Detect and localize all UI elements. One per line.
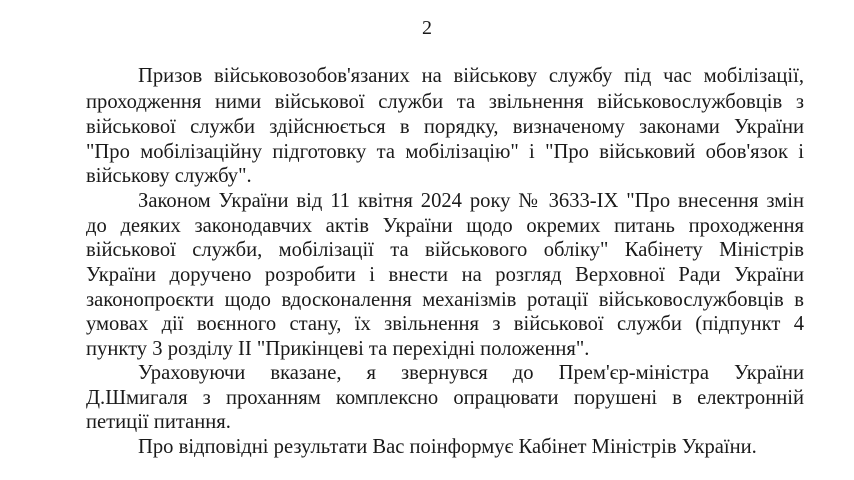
paragraph-2-line-6: умовах дії воєнного стану, їх звільнення з військової служби (підпункт 4: [86, 313, 804, 335]
paragraph-2-line-5: законопроєкти щодо вдосконалення механізмів ротації військовослужбовців в: [86, 289, 804, 311]
paragraph-1-line-2: проходження ними військової служби та звільнення військовослужбовців з: [86, 91, 804, 113]
paragraph-1-line-1: Призов військовозобов'язаних на військову службу під час мобілізації,: [138, 65, 804, 87]
paragraph-2-line-3: військової служби, мобілізації та військового обліку" Кабінету Міністрів: [86, 239, 804, 261]
paragraph-1-line-3: військової служби здійснюється в порядку, визначеному законами України: [86, 116, 804, 138]
paragraph-2-line-7: пункту 3 розділу II "Прикінцеві та перехідні положення".: [86, 338, 590, 360]
paragraph-1-line-4: "Про мобілізаційну підготовку та мобілізацію" і "Про військовий обов'язок і: [86, 141, 804, 163]
paragraph-1-line-5: військову службу".: [86, 165, 252, 187]
paragraph-3-line-2: Д.Шмигаля з проханням комплексно опрацювати порушені в електронній: [86, 387, 804, 409]
paragraph-2-line-1: Законом України від 11 квітня 2024 року № 3633-IX "Про внесення змін: [138, 190, 804, 212]
paragraph-2-line-2: до деяких законодавчих актів України щодо окремих питань проходження: [86, 215, 804, 237]
paragraph-4-line-1: Про відповідні результати Вас поінформує Кабінет Міністрів України.: [138, 436, 757, 458]
paragraph-3-line-3: петиції питання.: [86, 411, 231, 433]
paragraph-3-line-1: Ураховуючи вказане, я звернувся до Прем'єр-міністра України: [138, 362, 804, 384]
page-number: 2: [422, 17, 432, 39]
paragraph-2-line-4: України доручено розробити і внести на розгляд Верховної Ради України: [86, 264, 804, 286]
